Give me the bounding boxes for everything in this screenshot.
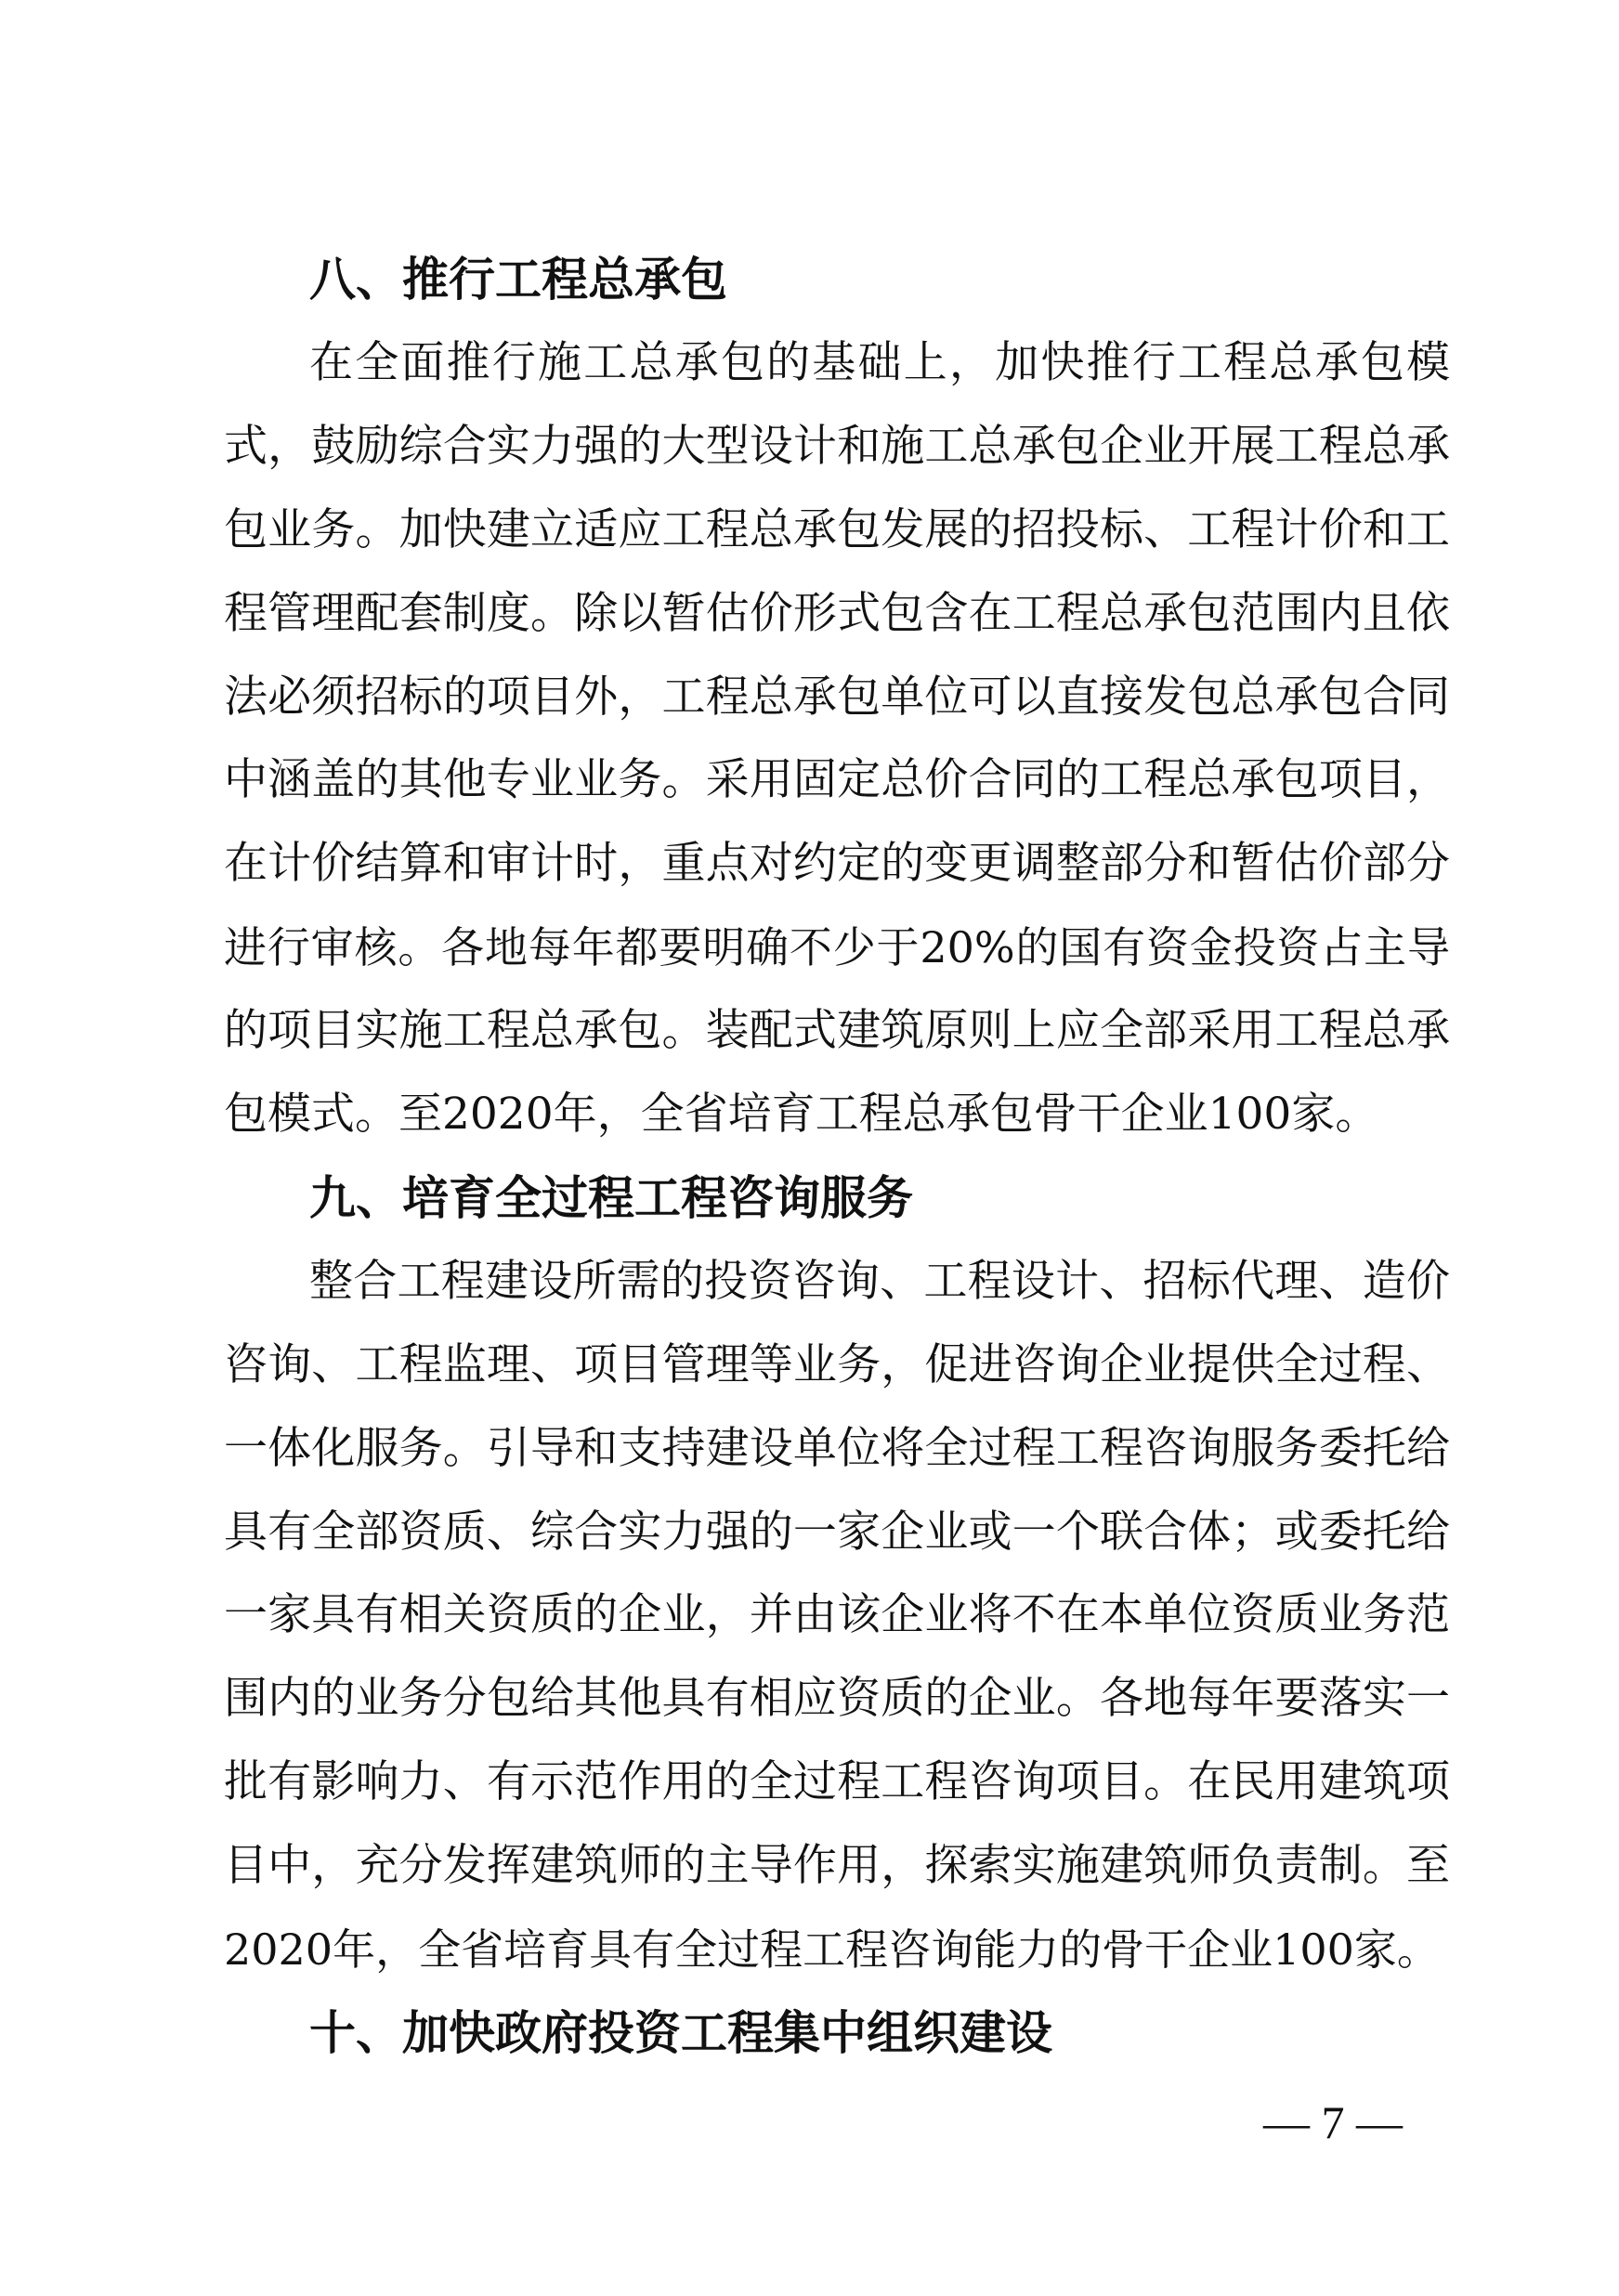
paragraph-line: 批有影响力、有示范作用的全过程工程咨询项目。在民用建筑项 [224,1756,1450,1808]
paragraph-line: 整合工程建设所需的投资咨询、工程设计、招标代理、造价 [309,1255,1450,1307]
paragraph-line: 在全面推行施工总承包的基础上，加快推行工程总承包模 [309,336,1450,388]
paragraph-line: 进行审核。各地每年都要明确不少于20%的国有资金投资占主导 [224,922,1450,973]
section-heading: 九、培育全过程工程咨询服务 [309,1170,913,1225]
paragraph-line: 目中，充分发挥建筑师的主导作用，探索实施建筑师负责制。至 [224,1840,1450,1892]
paragraph-line: 的项目实施工程总承包。装配式建筑原则上应全部采用工程总承 [224,1005,1450,1057]
paragraph-line: 具有全部资质、综合实力强的一家企业或一个联合体；或委托给 [224,1506,1450,1558]
page-number: — 7 — [1263,2096,1403,2148]
paragraph-line: 2020年，全省培育具有全过程工程咨询能力的骨干企业100家。 [224,1924,1440,1975]
paragraph-line: 一家具有相关资质的企业，并由该企业将不在本单位资质业务范 [224,1589,1450,1641]
paragraph-line: 中涵盖的其他专业业务。采用固定总价合同的工程总承包项目， [224,754,1450,806]
paragraph-line: 咨询、工程监理、项目管理等业务，促进咨询企业提供全过程、 [224,1338,1450,1390]
section-heading: 十、加快政府投资工程集中组织建设 [309,2005,1052,2060]
paragraph-line: 在计价结算和审计时，重点对约定的变更调整部分和暂估价部分 [224,838,1450,890]
section-heading: 八、推行工程总承包 [309,253,727,307]
paragraph-line: 包模式。至2020年，全省培育工程总承包骨干企业100家。 [224,1089,1379,1140]
paragraph-line: 一体化服务。引导和支持建设单位将全过程工程咨询服务委托给 [224,1422,1450,1474]
paragraph-line: 式，鼓励综合实力强的大型设计和施工总承包企业开展工程总承 [224,420,1450,472]
paragraph-line: 围内的业务分包给其他具有相应资质的企业。各地每年要落实一 [224,1673,1450,1725]
paragraph-line: 包业务。加快建立适应工程总承包发展的招投标、工程计价和工 [224,503,1450,555]
paragraph-line: 法必须招标的项目外，工程总承包单位可以直接发包总承包合同 [224,671,1450,723]
paragraph-line: 程管理配套制度。除以暂估价形式包含在工程总承包范围内且依 [224,587,1450,639]
